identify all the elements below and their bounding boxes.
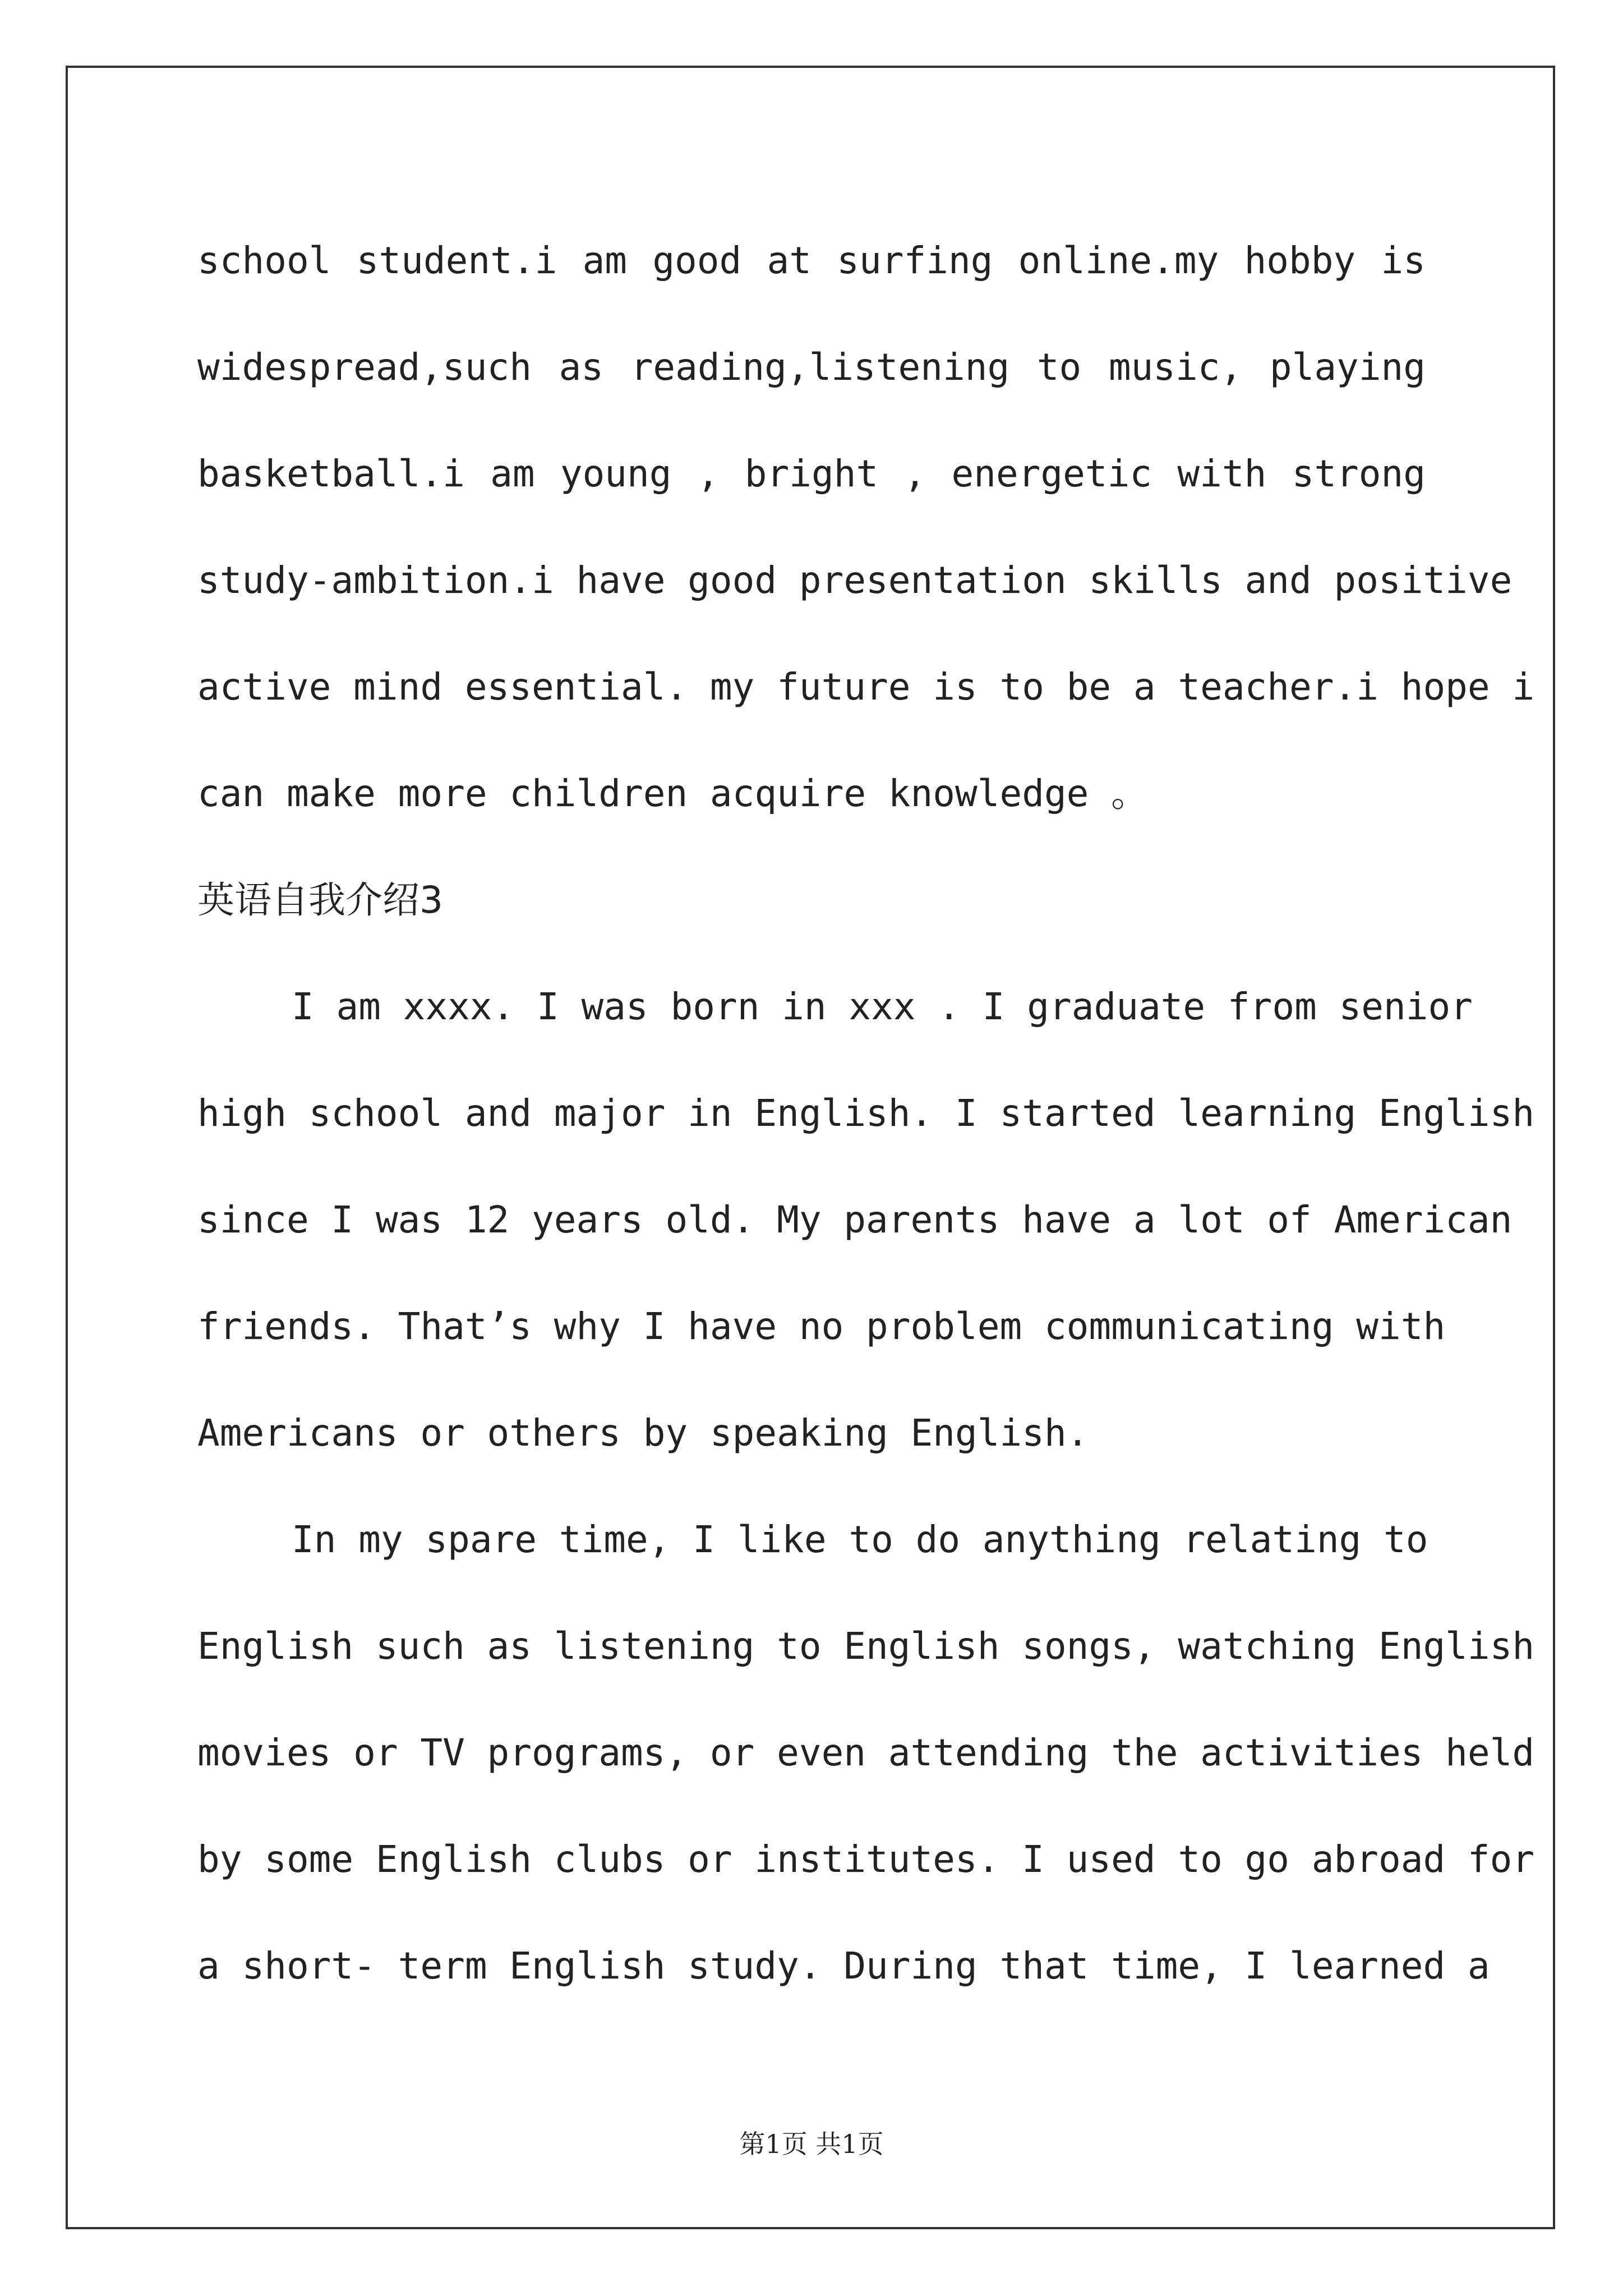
- text-line: friends. That’s why I have no problem communicating with: [197, 1305, 1446, 1348]
- text-line: high school and major in English. I started learning English: [197, 1092, 1535, 1135]
- text-line: by some English clubs or institutes. I used to go abroad for: [197, 1838, 1535, 1881]
- section-heading: 英语自我介绍3: [197, 878, 443, 922]
- document-body: [197, 208, 1535, 2019]
- text-line: movies or TV programs, or even attending the activities held: [197, 1731, 1535, 1774]
- text-line: active mind essential. my future is to be a teacher.i hope i: [197, 665, 1535, 708]
- text-line: In my spare time, I like to do anything relating to: [292, 1518, 1428, 1561]
- text-line: school student.i am good at surfing online.my hobby is: [197, 239, 1426, 282]
- text-line: widespread,such as reading,listening to music, playing: [197, 346, 1426, 389]
- text-line: a short- term English study. During that time, I learned a: [197, 1944, 1490, 1987]
- text-line: study-ambition.i have good presentation skills and positive: [197, 559, 1513, 602]
- text-line: I am xxxx. I was born in xxx . I graduate from senior: [292, 985, 1473, 1028]
- page-footer: 第1页 共1页: [739, 2129, 884, 2159]
- text-line: Americans or others by speaking English.: [197, 1411, 1089, 1455]
- text-line: can make more children acquire knowledge 。: [197, 772, 1149, 815]
- text-line: English such as listening to English songs, watching English: [197, 1625, 1535, 1668]
- text-line: basketball.i am young , bright , energetic with strong: [197, 452, 1426, 495]
- text-line: since I was 12 years old. My parents have a lot of American: [197, 1198, 1513, 1241]
